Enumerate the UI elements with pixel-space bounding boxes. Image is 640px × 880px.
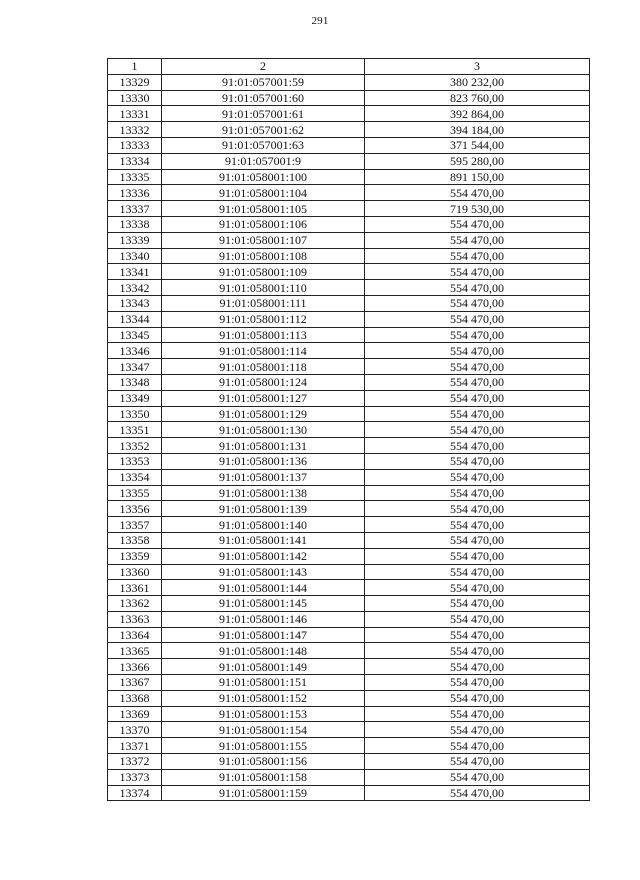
cadastral-number-cell: 91:01:058001:158 — [162, 769, 365, 785]
row-number-cell: 13340 — [108, 248, 162, 264]
value-cell: 891 150,00 — [365, 169, 590, 185]
value-cell: 554 470,00 — [365, 706, 590, 722]
row-number-cell: 13362 — [108, 596, 162, 612]
cadastral-number-cell: 91:01:058001:118 — [162, 359, 365, 375]
row-number-cell: 13359 — [108, 548, 162, 564]
row-number-cell: 13354 — [108, 469, 162, 485]
table-row — [108, 675, 590, 691]
row-number-cell: 13339 — [108, 232, 162, 248]
table-row — [108, 343, 590, 359]
value-cell: 554 470,00 — [365, 769, 590, 785]
cadastral-number-cell: 91:01:058001:113 — [162, 327, 365, 343]
table-row — [108, 580, 590, 596]
row-number-cell: 13366 — [108, 659, 162, 675]
value-cell: 554 470,00 — [365, 564, 590, 580]
page-number: 291 — [311, 15, 329, 27]
cadastral-number-cell: 91:01:058001:154 — [162, 722, 365, 738]
value-cell: 554 470,00 — [365, 738, 590, 754]
cadastral-number-cell: 91:01:058001:159 — [162, 785, 365, 801]
row-number-cell: 13336 — [108, 185, 162, 201]
row-number-cell: 13341 — [108, 264, 162, 280]
cadastral-number-cell: 91:01:058001:106 — [162, 216, 365, 232]
table-row — [108, 374, 590, 390]
table-row — [108, 643, 590, 659]
value-cell: 392 864,00 — [365, 106, 590, 122]
table-row — [108, 627, 590, 643]
cadastral-number-cell: 91:01:058001:143 — [162, 564, 365, 580]
cadastral-number-cell: 91:01:057001:59 — [162, 74, 365, 90]
value-cell: 595 280,00 — [365, 153, 590, 169]
row-number-cell: 13363 — [108, 611, 162, 627]
header-cell-2: 2 — [162, 59, 365, 75]
row-number-cell: 13343 — [108, 295, 162, 311]
cadastral-number-cell: 91:01:058001:151 — [162, 675, 365, 691]
row-number-cell: 13352 — [108, 438, 162, 454]
row-number-cell: 13345 — [108, 327, 162, 343]
value-cell: 554 470,00 — [365, 548, 590, 564]
row-number-cell: 13347 — [108, 359, 162, 375]
cadastral-number-cell: 91:01:058001:156 — [162, 754, 365, 770]
header-cell-1: 1 — [108, 59, 162, 75]
value-cell: 823 760,00 — [365, 90, 590, 106]
row-number-cell: 13350 — [108, 406, 162, 422]
row-number-cell: 13330 — [108, 90, 162, 106]
row-number-cell: 13365 — [108, 643, 162, 659]
cadastral-number-cell: 91:01:058001:108 — [162, 248, 365, 264]
value-cell: 554 470,00 — [365, 453, 590, 469]
cadastral-number-cell: 91:01:058001:148 — [162, 643, 365, 659]
cadastral-number-cell: 91:01:058001:129 — [162, 406, 365, 422]
table-row — [108, 596, 590, 612]
row-number-cell: 13329 — [108, 74, 162, 90]
cadastral-number-cell: 91:01:058001:110 — [162, 280, 365, 296]
cadastral-number-cell: 91:01:058001:131 — [162, 438, 365, 454]
value-cell: 554 470,00 — [365, 611, 590, 627]
table-row — [108, 311, 590, 327]
value-cell: 554 470,00 — [365, 216, 590, 232]
value-cell: 554 470,00 — [365, 596, 590, 612]
row-number-cell: 13334 — [108, 153, 162, 169]
value-cell: 554 470,00 — [365, 659, 590, 675]
row-number-cell: 13360 — [108, 564, 162, 580]
value-cell: 554 470,00 — [365, 690, 590, 706]
value-cell: 554 470,00 — [365, 785, 590, 801]
row-number-cell: 13346 — [108, 343, 162, 359]
cadastral-number-cell: 91:01:058001:145 — [162, 596, 365, 612]
row-number-cell: 13344 — [108, 311, 162, 327]
row-number-cell: 13361 — [108, 580, 162, 596]
cadastral-number-cell: 91:01:057001:9 — [162, 153, 365, 169]
table-row — [108, 201, 590, 217]
value-cell: 554 470,00 — [365, 675, 590, 691]
table-row — [108, 359, 590, 375]
value-cell: 554 470,00 — [365, 264, 590, 280]
cadastral-number-cell: 91:01:058001:124 — [162, 374, 365, 390]
cadastral-number-cell: 91:01:057001:61 — [162, 106, 365, 122]
value-cell: 371 544,00 — [365, 137, 590, 153]
cadastral-number-cell: 91:01:058001:138 — [162, 485, 365, 501]
table-row — [108, 232, 590, 248]
cadastral-number-cell: 91:01:058001:152 — [162, 690, 365, 706]
value-cell: 554 470,00 — [365, 517, 590, 533]
row-number-cell: 13342 — [108, 280, 162, 296]
registry-table — [107, 58, 590, 801]
table-row — [108, 327, 590, 343]
row-number-cell: 13337 — [108, 201, 162, 217]
row-number-cell: 13348 — [108, 374, 162, 390]
value-cell: 554 470,00 — [365, 232, 590, 248]
cadastral-number-cell: 91:01:058001:139 — [162, 501, 365, 517]
table-row — [108, 122, 590, 138]
row-number-cell: 13367 — [108, 675, 162, 691]
value-cell: 554 470,00 — [365, 248, 590, 264]
value-cell: 554 470,00 — [365, 359, 590, 375]
table-row — [108, 438, 590, 454]
cadastral-number-cell: 91:01:058001:136 — [162, 453, 365, 469]
value-cell: 554 470,00 — [365, 311, 590, 327]
cadastral-number-cell: 91:01:058001:155 — [162, 738, 365, 754]
cadastral-number-cell: 91:01:058001:127 — [162, 390, 365, 406]
table-row — [108, 153, 590, 169]
table-row — [108, 90, 590, 106]
value-cell: 554 470,00 — [365, 469, 590, 485]
cadastral-number-cell: 91:01:058001:112 — [162, 311, 365, 327]
row-number-cell: 13370 — [108, 722, 162, 738]
cadastral-number-cell: 91:01:058001:153 — [162, 706, 365, 722]
cadastral-number-cell: 91:01:057001:62 — [162, 122, 365, 138]
row-number-cell: 13371 — [108, 738, 162, 754]
row-number-cell: 13374 — [108, 785, 162, 801]
value-cell: 554 470,00 — [365, 374, 590, 390]
table-row — [108, 453, 590, 469]
value-cell: 554 470,00 — [365, 754, 590, 770]
table-header — [108, 59, 590, 75]
value-cell: 554 470,00 — [365, 580, 590, 596]
table-row — [108, 169, 590, 185]
value-cell: 554 470,00 — [365, 390, 590, 406]
row-number-cell: 13353 — [108, 453, 162, 469]
value-cell: 554 470,00 — [365, 485, 590, 501]
row-number-cell: 13364 — [108, 627, 162, 643]
cadastral-number-cell: 91:01:058001:105 — [162, 201, 365, 217]
cadastral-number-cell: 91:01:058001:140 — [162, 517, 365, 533]
table-row — [108, 264, 590, 280]
table-row — [108, 769, 590, 785]
row-number-cell: 13369 — [108, 706, 162, 722]
value-cell: 554 470,00 — [365, 327, 590, 343]
value-cell: 554 470,00 — [365, 627, 590, 643]
table-row — [108, 185, 590, 201]
cadastral-number-cell: 91:01:058001:104 — [162, 185, 365, 201]
header-cell-3: 3 — [365, 59, 590, 75]
value-cell: 554 470,00 — [365, 438, 590, 454]
row-number-cell: 13349 — [108, 390, 162, 406]
row-number-cell: 13331 — [108, 106, 162, 122]
value-cell: 554 470,00 — [365, 501, 590, 517]
value-cell: 554 470,00 — [365, 406, 590, 422]
table-row — [108, 690, 590, 706]
cadastral-number-cell: 91:01:058001:109 — [162, 264, 365, 280]
table-row — [108, 469, 590, 485]
table-row — [108, 659, 590, 675]
table-row — [108, 548, 590, 564]
value-cell: 554 470,00 — [365, 185, 590, 201]
row-number-cell: 13335 — [108, 169, 162, 185]
value-cell: 394 184,00 — [365, 122, 590, 138]
table-row — [108, 785, 590, 801]
cadastral-number-cell: 91:01:058001:107 — [162, 232, 365, 248]
table-row — [108, 106, 590, 122]
row-number-cell: 13368 — [108, 690, 162, 706]
table-row — [108, 611, 590, 627]
table-row — [108, 137, 590, 153]
value-cell: 554 470,00 — [365, 280, 590, 296]
value-cell: 380 232,00 — [365, 74, 590, 90]
table-row — [108, 501, 590, 517]
cadastral-number-cell: 91:01:058001:149 — [162, 659, 365, 675]
row-number-cell: 13333 — [108, 137, 162, 153]
table-row — [108, 406, 590, 422]
row-number-cell: 13357 — [108, 517, 162, 533]
cadastral-number-cell: 91:01:057001:63 — [162, 137, 365, 153]
value-cell: 719 530,00 — [365, 201, 590, 217]
cadastral-number-cell: 91:01:058001:114 — [162, 343, 365, 359]
table-row — [108, 564, 590, 580]
cadastral-number-cell: 91:01:058001:144 — [162, 580, 365, 596]
cadastral-number-cell: 91:01:058001:142 — [162, 548, 365, 564]
value-cell: 554 470,00 — [365, 722, 590, 738]
table-row — [108, 74, 590, 90]
row-number-cell: 13338 — [108, 216, 162, 232]
cadastral-number-cell: 91:01:058001:111 — [162, 295, 365, 311]
row-number-cell: 13356 — [108, 501, 162, 517]
value-cell: 554 470,00 — [365, 532, 590, 548]
cadastral-number-cell: 91:01:057001:60 — [162, 90, 365, 106]
table-row — [108, 485, 590, 501]
header-row — [108, 59, 590, 75]
cadastral-number-cell: 91:01:058001:130 — [162, 422, 365, 438]
row-number-cell: 13372 — [108, 754, 162, 770]
table-body — [108, 74, 590, 801]
cadastral-number-cell: 91:01:058001:146 — [162, 611, 365, 627]
table-row — [108, 280, 590, 296]
row-number-cell: 13351 — [108, 422, 162, 438]
table-row — [108, 706, 590, 722]
table-row — [108, 532, 590, 548]
cadastral-number-cell: 91:01:058001:147 — [162, 627, 365, 643]
table-row — [108, 722, 590, 738]
table-row — [108, 738, 590, 754]
table-row — [108, 248, 590, 264]
cadastral-number-cell: 91:01:058001:100 — [162, 169, 365, 185]
table-row — [108, 295, 590, 311]
value-cell: 554 470,00 — [365, 295, 590, 311]
value-cell: 554 470,00 — [365, 422, 590, 438]
table-row — [108, 422, 590, 438]
table-row — [108, 216, 590, 232]
table-row — [108, 390, 590, 406]
value-cell: 554 470,00 — [365, 643, 590, 659]
value-cell: 554 470,00 — [365, 343, 590, 359]
cadastral-number-cell: 91:01:058001:137 — [162, 469, 365, 485]
row-number-cell: 13332 — [108, 122, 162, 138]
cadastral-number-cell: 91:01:058001:141 — [162, 532, 365, 548]
table-row — [108, 517, 590, 533]
table-row — [108, 754, 590, 770]
row-number-cell: 13358 — [108, 532, 162, 548]
row-number-cell: 13373 — [108, 769, 162, 785]
row-number-cell: 13355 — [108, 485, 162, 501]
